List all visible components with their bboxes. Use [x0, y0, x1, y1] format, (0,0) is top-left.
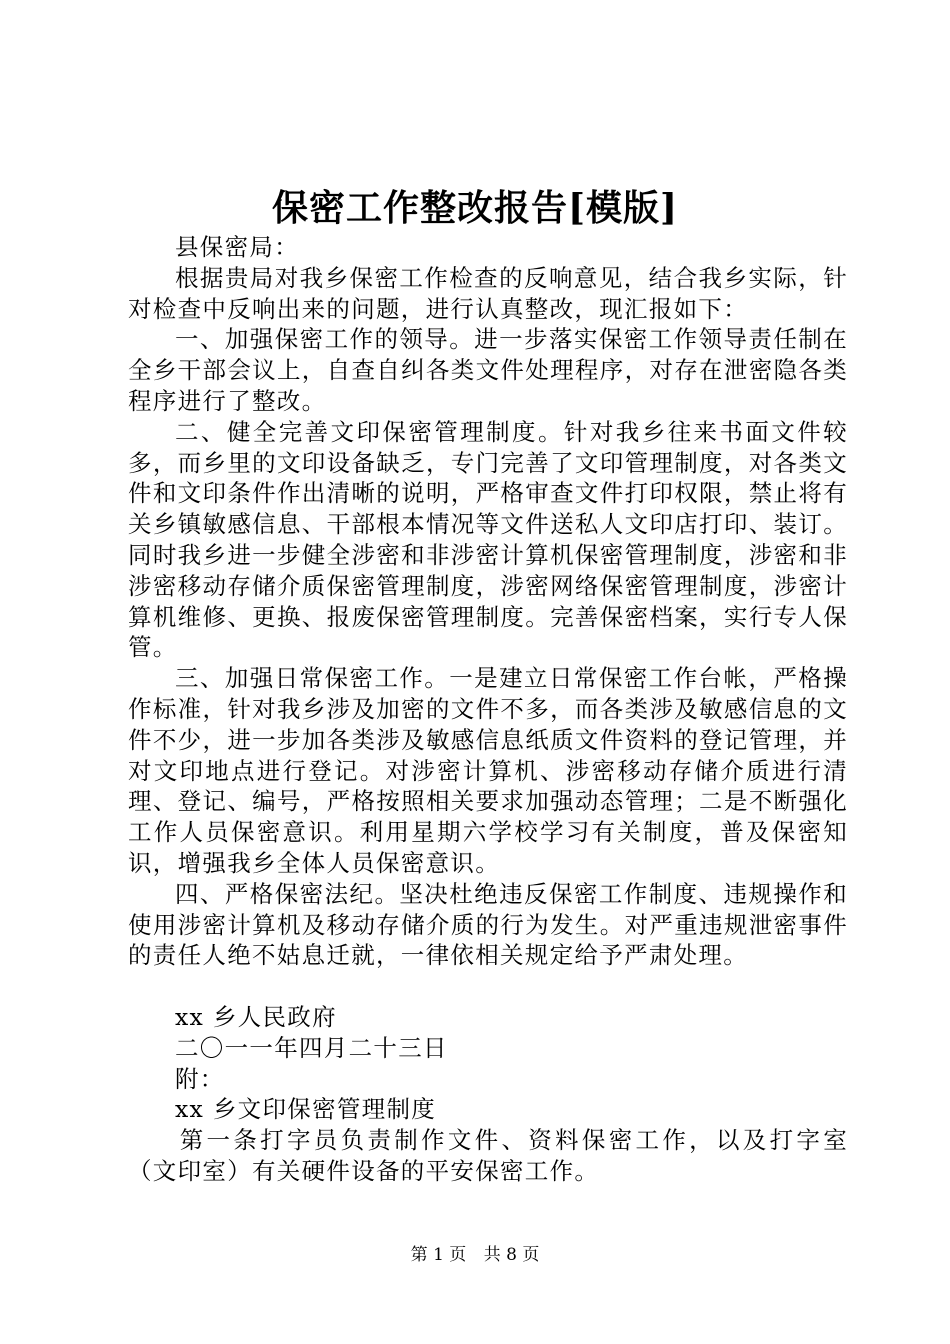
document-title: 保密工作整改报告[模版]: [271, 187, 679, 229]
paragraph-section-2: 二、健全完善文印保密管理制度。针对我乡往来书面文件较多，而乡里的文印设备缺乏，专门完善了文印管理制度，对各类文件和文印条件作出清晰的说明，严格审查文件打印权限，禁止将有关乡镇敏感信息、干部根本情况等文件送私人文印店打印、装订。同时我乡进一步健全涉密和非涉密计算机保密管理制度，涉密和非涉密移动存储介质保密管理制度，涉密网络保密管理制度，涉密计算机维修、更换、报废保密管理制度。完善保密档案，实行专人保管。: [128, 417, 848, 662]
attachment-title: xx 乡文印保密管理制度: [175, 1095, 437, 1124]
paragraph-intro: 根据贵局对我乡保密工作检查的反响意见，结合我乡实际，针对检查中反响出来的问题，进行认真整改，现汇报如下：: [128, 263, 848, 323]
page-footer: [0, 1244, 950, 1266]
addressee: 县保密局：: [175, 233, 299, 261]
paragraph-section-1: 一、加强保密工作的领导。进一步落实保密工作领导责任制在全乡干部会议上，自查自纠各类文件处理程序，对存在泄密隐各类程序进行了整改。: [128, 325, 848, 415]
signature-organization: xx 乡人民政府: [175, 1002, 337, 1031]
paragraph-section-3: 三、加强日常保密工作。一是建立日常保密工作台帐，严格操作标准，针对我乡涉及加密的文件不多，而各类涉及敏感信息的文件不少，进一步加各类涉及敏感信息纸质文件资料的登记管理，并对文印地点进行登记。对涉密计算机、涉密移动存储介质进行清理、登记、编号，严格按照相关要求加强动态管理；二是不断强化工作人员保密意识。利用星期六学校学习有关制度，普及保密知识，增强我乡全体人员保密意识。: [128, 664, 848, 877]
attachment-label: 附：: [175, 1064, 225, 1093]
page-number-total: 共 8 页: [483, 1245, 540, 1265]
signature-date: 二〇一一年四月二十三日: [175, 1033, 448, 1062]
document-body: [128, 232, 848, 1187]
page-number-current: 第 1 页: [410, 1245, 467, 1265]
attachment-article-1: 第一条打字员负责制作文件、资料保密工作，以及打字室（文印室）有关硬件设备的平安保密工作。: [128, 1126, 848, 1185]
paragraph-section-4: 四、严格保密法纪。坚决杜绝违反保密工作制度、违规操作和使用涉密计算机及移动存储介质的行为发生。对严重违规泄密事件的责任人绝不姑息迁就，一律依相关规定给予严肃处理。: [128, 879, 848, 970]
